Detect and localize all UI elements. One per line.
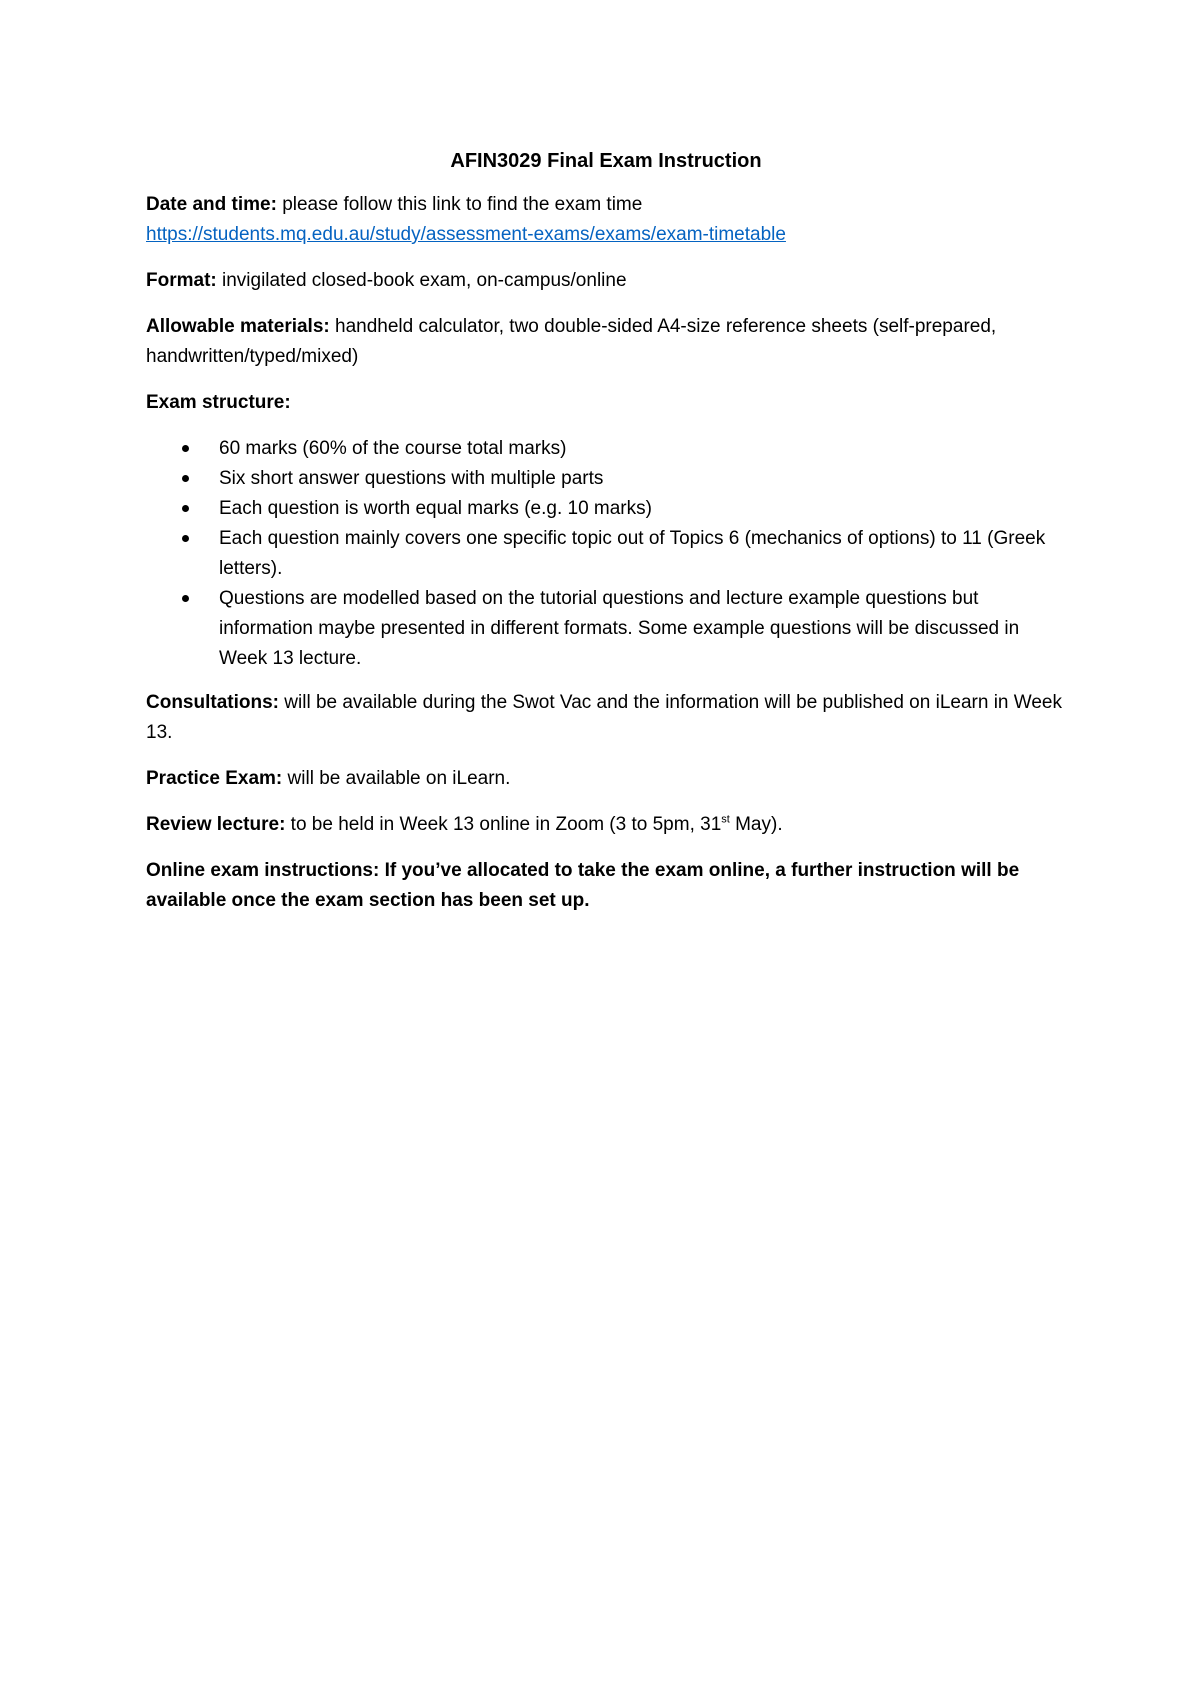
format-section <box>146 266 1066 296</box>
format-text: invigilated closed-book exam, on-campus/online <box>216 270 627 291</box>
online-exam-label: Online exam instructions: <box>146 860 380 881</box>
list-item-text: 60 marks (60% of the course total marks) <box>219 438 567 459</box>
date-time-label: Date and time: <box>146 194 277 215</box>
list-item <box>146 434 1066 464</box>
structure-section <box>146 388 1066 418</box>
bullet-icon <box>182 535 189 542</box>
practice-exam-label: Practice Exam: <box>146 768 283 789</box>
list-item <box>146 494 1066 524</box>
materials-text: handheld calculator, two double-sided A4-size reference sheets (self-prepared, handwritten/typed/mixed) <box>146 316 997 367</box>
materials-section <box>146 312 1066 372</box>
practice-exam-text: will be available on iLearn. <box>282 768 511 789</box>
review-lecture-section <box>146 810 1066 840</box>
document-body <box>146 146 1066 932</box>
list-item <box>146 584 1066 674</box>
bullet-icon <box>182 445 189 452</box>
list-item-text: Six short answer questions with multiple parts <box>219 468 604 489</box>
consultations-label: Consultations: <box>146 692 279 713</box>
bullet-icon <box>182 595 189 602</box>
structure-list <box>146 434 1066 674</box>
review-lecture-text-end: May). <box>729 814 783 835</box>
list-item <box>146 464 1066 494</box>
date-time-text: please follow this link to find the exam time <box>276 194 643 215</box>
bullet-icon <box>182 475 189 482</box>
exam-timetable-link[interactable]: https://students.mq.edu.au/study/assessment-exams/exams/exam-timetable <box>146 224 786 245</box>
review-lecture-label: Review lecture: <box>146 814 286 835</box>
review-date-superscript: st <box>721 813 730 826</box>
practice-exam-section <box>146 764 1066 794</box>
materials-label: Allowable materials: <box>146 316 330 337</box>
online-exam-section <box>146 856 1066 916</box>
bullet-icon <box>182 505 189 512</box>
online-exam-text: If you’ve allocated to take the exam online, a further instruction will be available once the exam section has been set up. <box>146 860 1020 911</box>
list-item <box>146 524 1066 584</box>
structure-label: Exam structure: <box>146 392 291 413</box>
consultations-section <box>146 688 1066 748</box>
date-time-section <box>146 190 1066 250</box>
page-title: AFIN3029 Final Exam Instruction <box>450 150 762 172</box>
consultations-text: will be available during the Swot Vac and the information will be published on iLearn in Week 13. <box>146 692 1062 743</box>
list-item-text: Questions are modelled based on the tutorial questions and lecture example questions but information maybe presented in different formats. Some example questions will be discussed in Week 13 lecture. <box>219 588 1020 669</box>
list-item-text: Each question mainly covers one specific topic out of Topics 6 (mechanics of options) to 11 (Greek letters). <box>219 528 1046 579</box>
review-lecture-text: to be held in Week 13 online in Zoom (3 to 5pm, 31 <box>285 814 722 835</box>
list-item-text: Each question is worth equal marks (e.g. 10 marks) <box>219 498 652 519</box>
format-label: Format: <box>146 270 217 291</box>
